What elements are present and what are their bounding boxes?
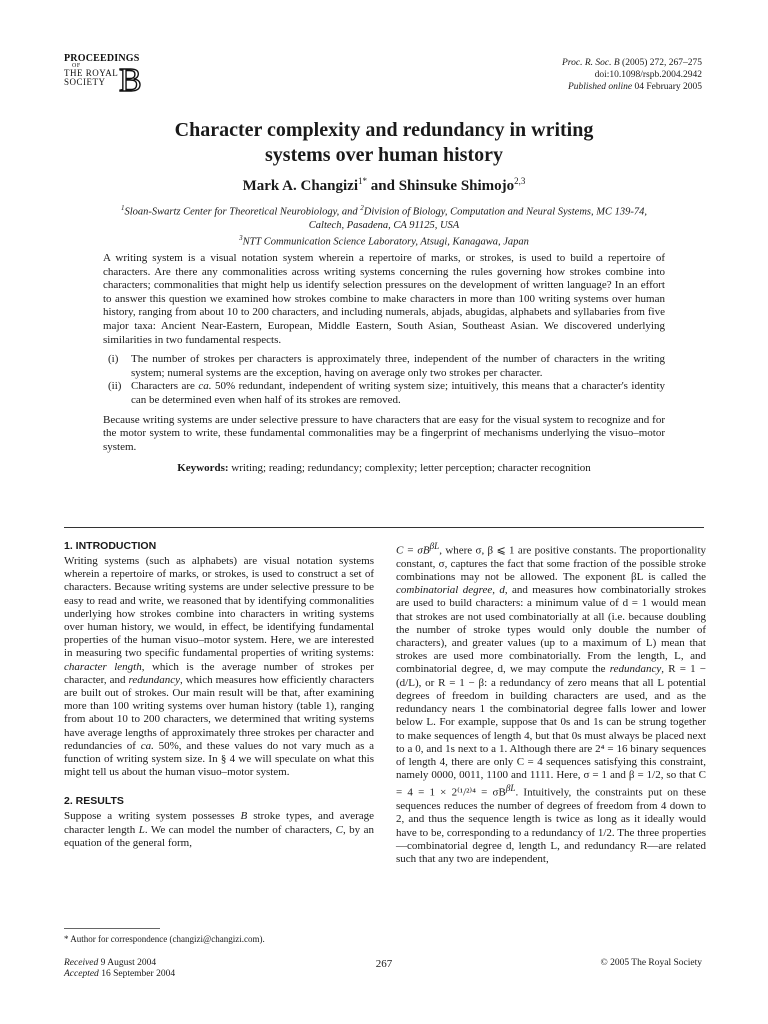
author-1[interactable]: Mark A. Changizi <box>242 178 359 194</box>
intro-text-3: , which measures how efficiently characters are built out of strokes. Our main result will be that, after examining more than 100 writing systems over human history (table 1), ranging from about 10 to 200 characters, we determined that writing systems have average lengths of approximately three strokes per character and redundancies of <box>64 673 374 752</box>
var-l: L <box>138 823 145 836</box>
citation-published-label: Published online <box>567 82 633 92</box>
affiliation-1: Sloan-Swartz Center for Theoretical Neurobiology, and <box>124 206 358 218</box>
logo-text-of: OF <box>72 63 81 69</box>
section-heading-results: 2. RESULTS <box>64 795 124 808</box>
list-item-number: (i) <box>108 353 119 366</box>
affiliation-sup-2: 2 <box>360 204 364 212</box>
footnote-divider <box>64 928 160 929</box>
intro-text-2: , which is the average number of strokes per character, and <box>64 660 375 686</box>
results-text-2: stroke types, and average character length <box>64 810 374 836</box>
logo-text-society: SOCIETY <box>64 77 106 87</box>
equation-1: C = σB <box>396 544 430 557</box>
citation-block <box>562 57 702 93</box>
affiliations <box>0 202 768 248</box>
logo-text-proceedings: PROCEEDINGS <box>64 53 140 64</box>
author-and: and <box>370 178 395 194</box>
equation-1-exponent: βL <box>429 541 440 551</box>
citation-journal-line <box>562 57 702 69</box>
keywords-label: Keywords: <box>177 462 229 475</box>
left-column <box>64 540 374 850</box>
right-text-3: , and measures how combinatorially strokes are used to build characters: a minimum value of d = 1 would mean that strokes are not used combinatorially at all (i.e. because doubling the number of stroke types would only double the number of characters), and greater values (up to a maximum of L) mean that strokes are used more combinatorially. From the length, L, and combinatorial degree, d, we may compute the <box>396 584 706 676</box>
list-item-text: The number of strokes per characters is approximately three, independent of the number of characters in the writing system; numeral systems are the exception, having on average only two strokes per character. <box>131 353 665 379</box>
page-number: 267 <box>375 958 393 970</box>
equation-2-exponent: βL <box>505 783 516 794</box>
affiliation-line-3 <box>0 232 768 249</box>
citation-published-line <box>562 81 702 93</box>
affiliation-3: NTT Communication Science Laboratory, Atsugi, Kanagawa, Japan <box>242 236 529 247</box>
affiliation-line-2: Caltech, Pasadena, CA 91125, USA <box>308 219 460 231</box>
footnote: * Author for correspondence (changizi@changizi.com). <box>64 934 265 944</box>
right-text-4: , R = 1 − (d/L), or R = 1 − β: a redundancy of zero means that all L potential degrees of freedom in building characters are used, and as the redundancy nears 1 the combinatorial degree falls lower and lower below L. For example, suppose that 0s and 1s can be strung together to make sequences of length 4, but that 0s must always be placed next to a 0, and 1s next to a 1. Although there are 2⁴ = 16 binary sequences of length 4, there are only C = 4 sequences satisfying this constraint, namely 0000, 0011, 1100 and 1111. Here, σ = 1 and β = 1/2, so that C = 4 = 1 × 2⁽¹/²⁾⁴ = σB <box>396 663 707 799</box>
accepted-date: 16 September 2004 <box>101 969 176 979</box>
list-item-text-b: 50% redundant, independent of writing system size; intuitively, this means that a character's identity can be determined even when half of its strokes are removed. <box>131 380 666 406</box>
abstract-paragraph-1: A writing system is a visual notation system wherein a repertoire of marks, or strokes, is used to build a repertoire of characters. Are there any commonalities across writing systems concerning the rules governing how strokes combine into characters; commonalities that might help us identify selection pressures on the development of written language? In an effort to answer this question we examined how strokes combine to make characters in more than 100 writing systems over human history, ranging from about 10 to 200 characters, and including numerals, abjads, abugidas, alphabets and syllabaries from five major taxa: Ancient Near-Eastern, European, Middle Eastern, South Asian, Southeast Asian. We discovered underlying similarities in two fundamental respects. <box>103 252 665 346</box>
affiliation-line-1 <box>0 202 768 219</box>
results-text-4: , by an equation of the general form, <box>64 823 375 849</box>
logo-letter-b: B <box>119 62 142 99</box>
logo-text-royal: THE ROYAL <box>64 68 119 78</box>
received-label: Received <box>64 958 99 968</box>
list-item-number: (ii) <box>108 380 122 393</box>
keywords-list: writing; reading; redundancy; complexity; letter perception; character recognition <box>231 462 591 475</box>
author-2-sup: 2,3 <box>514 176 526 186</box>
intro-text-4: 50%, and these values do not vary much as a function of writing system size. In § 4 we will speculate on what this might tell us about the human visuo–motor system. <box>64 739 375 779</box>
results-paragraph <box>64 810 374 850</box>
citation-ref: (2005) 272, 267–275 <box>622 58 702 68</box>
right-text-1: , where σ, β ⩽ 1 are positive constants. The proportionality constant, σ, captures the fact that some fraction of the possible stroke combinations may not be allowed. The exponent βL is called the <box>396 544 706 584</box>
title-line-1: Character complexity and redundancy in writing <box>174 119 594 141</box>
right-text-2: , <box>492 584 495 597</box>
right-text-5: . Intuitively, the constraints put on these sequences reduces the number of degrees of freedom from 4 down to 2, and thus the sequence length is twice as long as it ideally would have to be, corresponding to a redundancy of 1/2. The three properties—combinatorial degree d, length L, and redundancy R—are related such that any two are independent, <box>396 786 706 865</box>
section-heading-introduction: 1. INTRODUCTION <box>64 540 157 552</box>
citation-journal: Proc. R. Soc. B <box>561 58 620 68</box>
accepted-line <box>64 969 175 980</box>
author-2[interactable]: Shinsuke Shimojo <box>398 178 515 194</box>
var-b: B <box>240 810 248 823</box>
citation-published-date: 04 February 2005 <box>634 82 702 92</box>
intro-paragraph <box>64 555 374 779</box>
term-redundancy-def: redundancy <box>609 663 662 676</box>
received-date: 9 August 2004 <box>100 958 157 968</box>
author-list <box>0 176 768 195</box>
section-gap <box>64 779 374 795</box>
affiliation-2: Division of Biology, Computation and Neural Systems, MC 139-74, <box>363 206 647 218</box>
list-item-text-a: Characters are <box>131 380 195 393</box>
var-d: d <box>499 584 505 597</box>
abstract-list-item-2 <box>103 380 665 407</box>
intro-ca: ca. <box>140 739 154 752</box>
affiliation-sup-1: 1 <box>121 204 125 212</box>
results-continued-paragraph <box>396 540 706 866</box>
accepted-label: Accepted <box>64 969 99 979</box>
term-character-length: character length <box>64 660 142 673</box>
abstract <box>103 252 665 476</box>
list-item-ca: ca. <box>198 380 212 393</box>
title-line-2: systems over human history <box>265 144 503 166</box>
abstract-list <box>103 353 665 407</box>
author-1-sup: 1* <box>358 176 368 186</box>
keywords <box>103 462 665 476</box>
copyright: © 2005 The Royal Society <box>600 958 702 968</box>
affiliation-sup-3: 3 <box>239 233 243 242</box>
var-c: C <box>335 823 343 836</box>
term-combinatorial-degree: combinatorial degree <box>396 584 493 597</box>
journal-logo <box>64 54 156 98</box>
term-redundancy: redundancy <box>128 673 180 686</box>
abstract-list-item-1 <box>103 353 665 380</box>
results-text-1: Suppose a writing system possesses <box>64 810 235 823</box>
citation-doi[interactable]: doi:10.1098/rspb.2004.2942 <box>594 70 702 80</box>
abstract-paragraph-2: Because writing systems are under selective pressure to have characters that are easy for the visual system to recognize and for the motor system to write, these fundamental commonalities may be a fingerprint of mechanisms underlying the visuo–motor system. <box>103 413 665 453</box>
results-text-3: . We can model the number of characters, <box>144 823 333 836</box>
right-column <box>396 540 706 866</box>
section-divider <box>64 527 704 528</box>
paper-title <box>0 118 768 168</box>
intro-text-1: Writing systems (such as alphabets) are visual notation systems wherein a repertoire of marks, or strokes, is used to construct a set of characters. Because writing systems are under selective pressure to be easy to read and write, we reasoned that by identifying commonalities underlying how strokes combine into characters in writing systems over human history, we would, in effect, be identifying fundamental properties of the human visuo–motor system. Here, we are interested in measuring two specific fundamental properties of writing systems: <box>64 555 374 660</box>
